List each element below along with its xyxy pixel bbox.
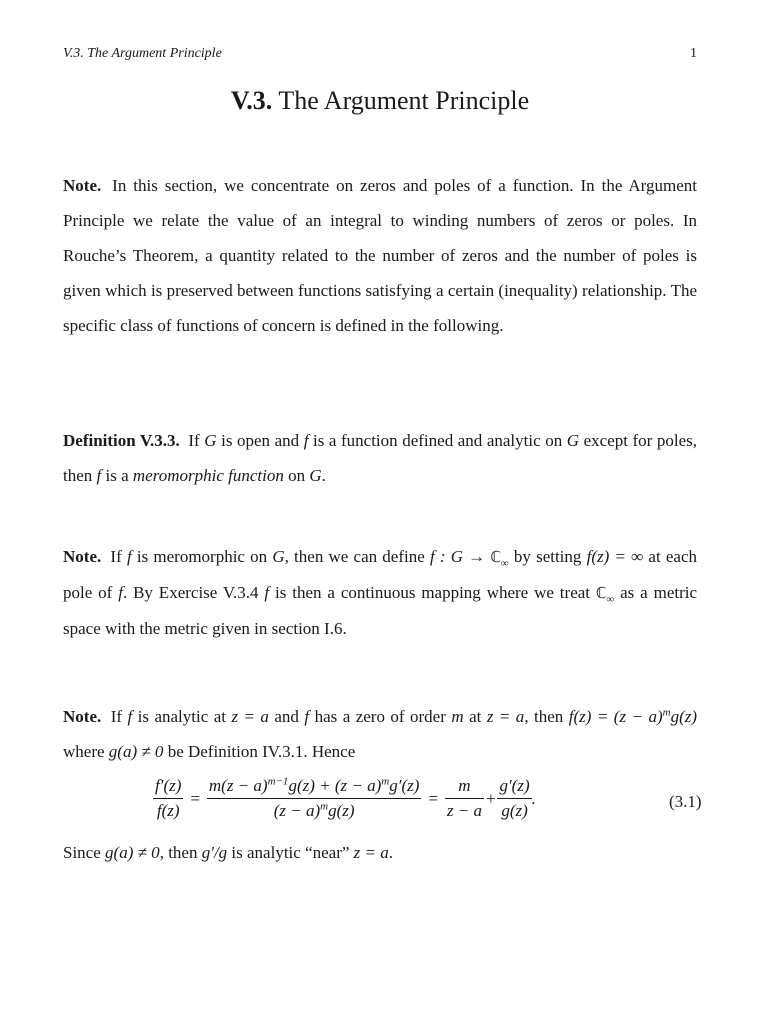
math-superscript: m [320,800,329,813]
fraction-rhs-first [445,776,484,821]
math-symbol: G [309,466,322,485]
equation-body [153,776,536,821]
math-expression: g(a) ≠ 0 [108,742,164,761]
section-number: V.3. [230,86,273,115]
fraction-numerator: f′(z) [153,776,183,799]
note-text: where [63,742,105,761]
note-text: and [274,707,299,726]
definition-text: except for poles, then [63,431,698,485]
definition-text: on [288,466,306,485]
math-expression: f : G → [429,547,491,566]
note-text: , then [524,707,564,726]
fraction-denominator: f(z) [156,801,180,820]
note-label: Note. [63,707,102,726]
note-text: by setting [513,547,582,566]
math-expression: (z − a) [273,801,321,820]
plus-sign: + [484,788,497,808]
math-expression: g′/g [201,843,228,862]
math-expression: g(z) + (z − a) [288,776,382,795]
math-symbol: m [451,707,464,726]
math-symbol: f [303,431,309,450]
note-text: is then a continuous mapping where we treat [275,583,591,602]
definition-text: . [321,466,326,485]
note-intro [63,168,697,343]
extended-complex-plane-symbol: ℂ [490,548,501,566]
math-symbol: f [126,547,132,566]
math-symbol: f [127,707,133,726]
closing-text: Since [63,843,101,862]
math-superscript: m−1 [267,775,289,788]
definition-text: If [188,431,200,450]
fraction-numerator [207,776,422,799]
math-expression: f(z) = (z − a) [568,707,663,726]
note-zero-order [63,699,697,769]
math-symbol: G [566,431,580,450]
fraction-lhs [153,776,183,821]
definition-text: is a [105,466,129,485]
closing-text: is analytic “near” [231,843,350,862]
math-expression: g(z) [328,801,355,820]
page-number: 1 [690,46,697,61]
fraction-denominator: g(z) [501,801,528,820]
math-symbol: f [118,583,123,602]
math-symbol: f [304,707,310,726]
math-superscript: m [662,706,671,719]
closing-sentence [63,835,697,870]
note-text: is meromorphic on [136,547,268,566]
math-symbol: G [272,547,285,566]
math-symbol: G [204,431,217,450]
definition-text: is a function defined and analytic on [313,431,563,450]
note-text: at each pole of [63,547,697,602]
equation-number: (3.1) [669,792,702,811]
equals-sign: = [427,788,439,808]
extended-complex-plane-symbol: ℂ [595,584,607,602]
note-text: be Definition IV.3.1. Hence [167,742,356,761]
math-subscript: ∞ [606,593,615,606]
math-expression: z = a [353,843,389,862]
math-expression: f(z) = ∞ [586,547,644,566]
note-label: Note. [63,176,102,195]
math-expression: z = a [231,707,269,726]
running-head [63,46,697,62]
fraction-rhs-second [497,776,531,821]
math-expression: m(z − a) [208,776,268,795]
display-equation [63,776,763,832]
math-expression: g(a) ≠ 0 [105,843,160,862]
note-text: has a zero of order [314,707,446,726]
fraction-numerator: m [445,776,484,799]
note-intro-text: In this section, we concentrate on zeros and poles of a function. In the Argument Principle we relate the value of an integral to winding numbers of zeros or poles. In Rouche’s Theorem, a quantity related to the number of zeros and the number of poles is given which is preserved between functions satisfying a certain (inequality) relationship. The specific class of functions of concern is defined in the following. [63,176,697,335]
math-subscript: ∞ [500,557,509,570]
closing-text: . [388,843,394,862]
equation-period: . [531,788,536,808]
note-text: If [110,707,123,726]
math-symbol: f [96,466,102,485]
note-text: If [110,547,122,566]
note-extended-map [63,539,697,646]
fraction-denominator: z − a [446,801,482,820]
fraction-middle [207,776,422,821]
note-text: is analytic at [137,707,226,726]
definition-label: Definition V.3.3. [63,431,180,450]
definition-block [63,423,697,493]
note-text: as a metric space with the metric given in section I.6. [63,583,698,638]
section-title [63,86,697,116]
math-expression: g(z) [670,707,698,726]
fraction-numerator: g′(z) [497,776,531,799]
note-text: . By Exercise V.3.4 [122,583,259,602]
section-title-text: The Argument Principle [278,86,530,115]
closing-text: , then [159,843,198,862]
equals-sign: = [189,788,201,808]
math-superscript: m [381,775,390,788]
note-text: , then we can define [284,547,425,566]
math-symbol: f [264,583,270,602]
definition-text: is open and [221,431,300,450]
note-label: Note. [63,547,102,566]
fraction-denominator [207,799,422,821]
math-expression: g′(z) [389,776,420,795]
note-text: at [469,707,482,726]
running-head-title: V.3. The Argument Principle [63,46,222,61]
defined-term: meromorphic function [132,466,284,485]
math-expression: z = a [486,707,525,726]
